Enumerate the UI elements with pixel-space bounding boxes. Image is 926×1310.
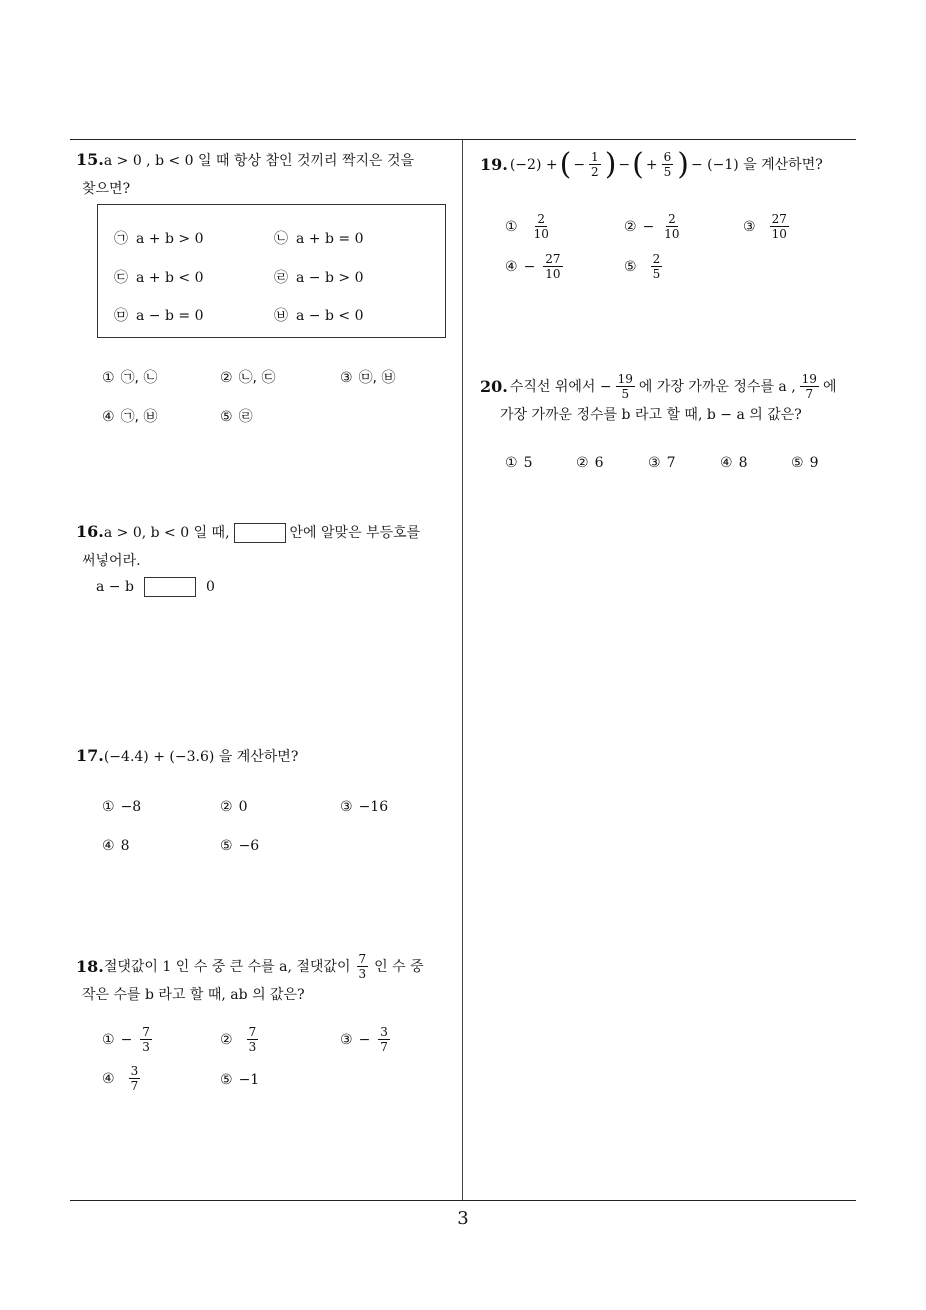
choice-fraction xyxy=(247,1025,259,1054)
question-text: a > 0, b < 0 일 때, xyxy=(103,525,230,541)
fraction-sign: + xyxy=(645,156,658,173)
fraction-denominator: 10 xyxy=(771,227,787,241)
choice-2[interactable] xyxy=(624,212,684,241)
fraction-numerator: 3 xyxy=(380,1025,388,1039)
expression-right: 0 xyxy=(205,579,215,595)
choice-mark: ③ xyxy=(340,1031,353,1048)
choice-5[interactable] xyxy=(220,1068,259,1092)
left-paren: ( xyxy=(559,146,572,182)
fraction-numerator: 2 xyxy=(537,212,546,226)
choice-3[interactable] xyxy=(340,366,395,390)
choice-mark: ④ xyxy=(720,455,733,471)
fraction-numerator: 1 xyxy=(591,150,599,164)
right-paren: ) xyxy=(677,146,689,182)
question-text: (−4.4) + (−3.6) 을 계산하면? xyxy=(103,749,299,765)
statement xyxy=(114,228,203,250)
choice-4[interactable] xyxy=(102,405,157,429)
fraction-numerator: 19 xyxy=(617,372,633,386)
choice-1[interactable] xyxy=(102,795,141,819)
choice-1[interactable] xyxy=(505,212,553,241)
choice-4[interactable] xyxy=(720,451,747,475)
fraction-numerator: 7 xyxy=(142,1025,150,1039)
choice-sign: − xyxy=(642,218,655,235)
choice-3[interactable] xyxy=(743,212,791,241)
choice-3[interactable] xyxy=(340,1025,392,1054)
choice-1[interactable] xyxy=(505,451,532,475)
fraction-denominator: 2 xyxy=(591,165,599,179)
choice-mark: ④ xyxy=(505,258,518,275)
choice-mark: ③ xyxy=(743,218,756,235)
choice-5[interactable] xyxy=(220,834,259,858)
fraction-numerator: 7 xyxy=(358,952,367,966)
question-number: 17. xyxy=(76,746,104,765)
choice-text: ㉠, ㉥ xyxy=(120,409,158,425)
fraction-denominator: 5 xyxy=(652,267,661,281)
right-paren: ) xyxy=(604,146,617,182)
choice-mark: ② xyxy=(576,455,589,471)
question-number: 15. xyxy=(76,150,104,169)
choice-text: 8 xyxy=(120,838,130,854)
choice-2[interactable] xyxy=(220,366,275,390)
fraction-numerator: 3 xyxy=(130,1064,139,1078)
question-text: a > 0 , b < 0 일 때 항상 참인 것끼리 짝지은 것을 xyxy=(103,153,415,169)
statement-text: a − b > 0 xyxy=(296,270,364,286)
statement-text: a + b < 0 xyxy=(136,270,204,286)
statement xyxy=(274,305,363,327)
choice-1[interactable] xyxy=(102,366,157,390)
choice-text: 5 xyxy=(523,455,533,471)
choice-fraction xyxy=(532,212,551,241)
question-text-line2: 가장 가까운 정수를 b 라고 할 때, b − a 의 값은? xyxy=(500,407,802,423)
question-16 xyxy=(76,518,458,599)
fraction xyxy=(662,150,674,179)
fraction-denominator: 3 xyxy=(142,1040,150,1054)
statement-text: a + b = 0 xyxy=(296,231,364,247)
choice-3[interactable] xyxy=(648,451,675,475)
statement-text: a − b = 0 xyxy=(136,308,204,324)
question-number: 16. xyxy=(76,522,104,541)
question-text-cont: 에 xyxy=(822,378,837,395)
fraction-numerator: 2 xyxy=(652,252,661,266)
choice-fraction xyxy=(378,1025,390,1054)
choice-text: 6 xyxy=(594,455,604,471)
choice-mark: ① xyxy=(102,1031,115,1048)
choice-mark: ⑤ xyxy=(220,409,233,425)
question-text-cont: 에 가장 가까운 정수를 a , xyxy=(638,378,796,395)
fraction xyxy=(357,952,369,981)
fraction-numerator: 6 xyxy=(663,150,672,164)
choice-mark: ② xyxy=(624,218,637,235)
choice-mark: ③ xyxy=(648,455,661,471)
choice-text: −6 xyxy=(238,838,260,854)
choice-mark: ⑤ xyxy=(791,455,804,471)
choice-mark: ② xyxy=(220,370,233,386)
fraction-denominator: 10 xyxy=(533,227,549,241)
statement-text: a − b < 0 xyxy=(296,308,364,324)
choice-mark: ④ xyxy=(102,1070,115,1087)
choice-text: 7 xyxy=(666,455,676,471)
statement xyxy=(274,267,363,289)
choice-4[interactable] xyxy=(102,834,129,858)
statement-mark: ㉣ xyxy=(274,270,288,286)
question-number: 20. xyxy=(480,376,508,396)
question-text: 절댓값이 1 인 수 중 큰 수를 a, 절댓값이 xyxy=(103,958,351,975)
fraction xyxy=(616,372,635,401)
bottom-rule xyxy=(70,1200,856,1201)
fraction-denominator: 5 xyxy=(663,165,672,179)
choice-mark: ① xyxy=(102,370,115,386)
choice-text: −16 xyxy=(358,799,389,815)
expression-part: − (−1) 을 계산하면? xyxy=(690,156,823,173)
fraction-numerator: 27 xyxy=(771,212,787,226)
statement xyxy=(114,267,203,289)
expression-part: (−2) + xyxy=(509,156,558,173)
question-20 xyxy=(480,372,860,429)
choice-2[interactable] xyxy=(220,795,247,819)
fraction-denominator: 7 xyxy=(805,387,814,401)
choice-text: −1 xyxy=(238,1072,260,1088)
question-text-line2: 작은 수를 b 라고 할 때, ab 의 값은? xyxy=(82,987,305,1003)
fraction-denominator: 5 xyxy=(621,387,630,401)
question-text-line2: 찾으면? xyxy=(82,181,131,197)
question-19 xyxy=(480,146,860,182)
choice-3[interactable] xyxy=(340,795,388,819)
fraction xyxy=(589,150,601,179)
expression-left: a − b xyxy=(96,579,134,595)
choice-fraction xyxy=(651,252,663,281)
choice-4[interactable] xyxy=(102,1064,142,1093)
question-text: 수직선 위에서 − xyxy=(509,378,612,395)
question-text-line2: 써넣어라. xyxy=(82,553,141,569)
question-text-cont: 인 수 중 xyxy=(374,958,424,975)
choice-text: 8 xyxy=(738,455,748,471)
choice-fraction xyxy=(129,1064,141,1093)
statement-mark: ㉤ xyxy=(114,308,128,324)
question-number: 19. xyxy=(480,154,508,174)
choice-text: ㉠, ㉡ xyxy=(120,370,158,386)
choice-5[interactable] xyxy=(220,405,253,429)
question-text-cont: 안에 알맞은 부등호를 xyxy=(289,525,421,541)
choice-mark: ③ xyxy=(340,799,353,815)
choice-mark: ② xyxy=(220,1031,233,1048)
choice-mark: ① xyxy=(505,455,518,471)
choice-text: −8 xyxy=(120,799,142,815)
choice-mark: ⑤ xyxy=(624,258,637,275)
choice-mark: ① xyxy=(102,799,115,815)
fraction-sign: − xyxy=(573,156,586,173)
statement xyxy=(114,305,203,327)
question-18 xyxy=(76,952,458,1009)
statement-text: a + b > 0 xyxy=(136,231,204,247)
choice-fraction xyxy=(140,1025,152,1054)
statement-mark: ㉢ xyxy=(114,270,128,286)
choice-4[interactable] xyxy=(505,252,565,281)
fraction-denominator: 3 xyxy=(248,1040,257,1054)
statement xyxy=(274,228,363,250)
question-15 xyxy=(76,146,458,203)
fraction-numerator: 2 xyxy=(668,212,676,226)
choice-text: ㉡, ㉢ xyxy=(238,370,276,386)
choice-sign: − xyxy=(523,258,536,275)
choice-2[interactable] xyxy=(220,1025,260,1054)
choice-1[interactable] xyxy=(102,1025,154,1054)
fraction-numerator: 27 xyxy=(545,252,561,266)
fraction xyxy=(800,372,819,401)
fraction-denominator: 10 xyxy=(545,267,561,281)
choice-text: 0 xyxy=(238,799,248,815)
fraction-numerator: 7 xyxy=(248,1025,257,1039)
answer-blank-inline xyxy=(234,523,286,543)
choice-mark: ⑤ xyxy=(220,838,233,854)
choice-5[interactable] xyxy=(624,252,664,281)
choice-sign: − xyxy=(358,1031,371,1048)
question-17 xyxy=(76,742,458,771)
choice-mark: ④ xyxy=(102,838,115,854)
choice-fraction xyxy=(662,212,681,241)
choice-text: ㉣ xyxy=(238,409,253,425)
column-divider xyxy=(462,139,463,1201)
choice-mark: ① xyxy=(505,218,518,235)
choice-mark: ③ xyxy=(340,370,353,386)
choice-2[interactable] xyxy=(576,451,603,475)
choice-fraction xyxy=(770,212,789,241)
choice-fraction xyxy=(543,252,562,281)
choice-5[interactable] xyxy=(791,451,818,475)
answer-blank[interactable] xyxy=(144,577,196,597)
choice-mark: ④ xyxy=(102,409,115,425)
question-number: 18. xyxy=(76,956,104,976)
fraction-denominator: 7 xyxy=(380,1040,388,1054)
choice-mark: ⑤ xyxy=(220,1072,233,1088)
page-number: 3 xyxy=(457,1208,469,1229)
choice-text: ㉤, ㉥ xyxy=(358,370,396,386)
top-rule xyxy=(70,139,856,140)
statement-mark: ㉥ xyxy=(274,308,288,324)
fraction-denominator: 7 xyxy=(130,1079,139,1093)
statement-mark: ㉠ xyxy=(114,231,128,247)
fraction-numerator: 19 xyxy=(801,372,817,386)
expression-part: − xyxy=(618,156,631,173)
statement-mark: ㉡ xyxy=(274,231,288,247)
choice-mark: ② xyxy=(220,799,233,815)
fraction-denominator: 10 xyxy=(664,227,680,241)
choice-text: 9 xyxy=(809,455,819,471)
choice-sign: − xyxy=(120,1031,133,1048)
fraction-denominator: 3 xyxy=(358,967,367,981)
left-paren: ( xyxy=(632,146,644,182)
